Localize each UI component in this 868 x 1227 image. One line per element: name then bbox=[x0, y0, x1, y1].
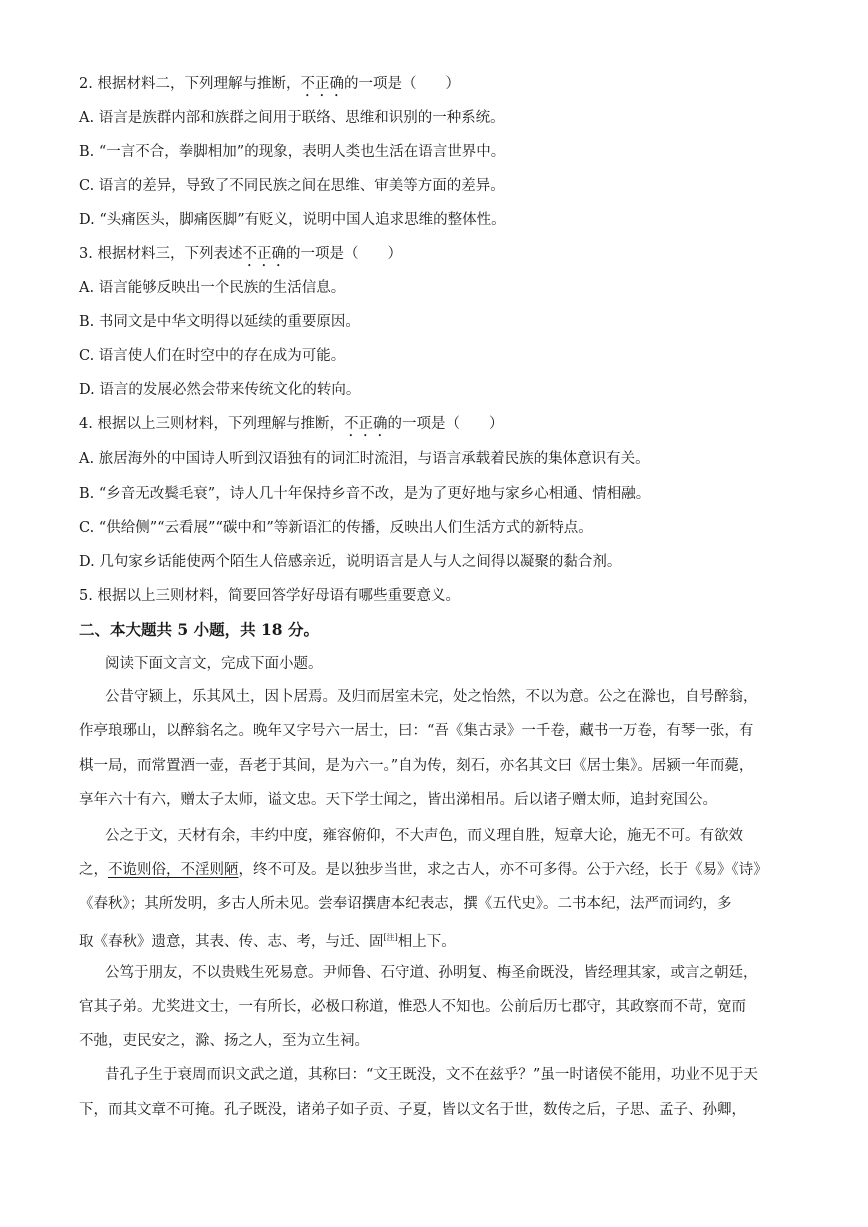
passage-p2-line-1: 公之于文，天材有余，丰约中度，雍容俯仰，不大声色，而义理自胜，短章大论，施无不可。有欲效 bbox=[105, 828, 743, 844]
question-2-post: 的一项是（ ） bbox=[343, 76, 460, 92]
annotation-marker: [注] bbox=[383, 933, 398, 942]
question-4-post: 的一项是（ ） bbox=[387, 416, 504, 432]
question-4-option-d: D. 几句家乡话能使两个陌生人倍感亲近，说明语言是人与人之间得以凝聚的黏合剂。 bbox=[79, 554, 622, 570]
question-3-post: 的一项是（ ） bbox=[285, 246, 402, 262]
passage-p1-line-1: 公昔守颍上，乐其风土，因卜居焉。及归而居室未完，处之怡然，不以为意。公之在滁也，自号醉翁， bbox=[105, 689, 758, 705]
passage-p2-line-2-pre: 之， bbox=[79, 862, 108, 878]
passage-p1-line-2: 作亭琅琊山，以醉翁名之。晚年又字号六一居士，曰：“吾《集古录》一千卷，藏书一万卷，有琴一张，有 bbox=[79, 723, 754, 739]
section-2-instruction: 阅读下面文言文，完成下面小题。 bbox=[105, 656, 323, 672]
passage-p1-line-3: 棋一局，而常置酒一壶，吾老于其间，是为六一。”自为传，刻石，亦名其文曰《居士集》。居颍一年而薨， bbox=[79, 758, 754, 774]
question-4-option-c: C. “供给侧”“云看展”“碳中和”等新语汇的传播，反映出人们生活方式的新特点。 bbox=[79, 520, 593, 536]
question-2-pre: 2. 根据材料二，下列理解与推断， bbox=[79, 76, 301, 92]
passage-p2-line-4-post: 相上下。 bbox=[397, 933, 456, 950]
question-5-stem: 5. 根据以上三则材料，简要回答学好母语有哪些重要意义。 bbox=[79, 588, 460, 604]
question-3-option-b: B. 书同文是中华文明得以延续的重要原因。 bbox=[79, 314, 360, 330]
question-2-option-a: A. 语言是族群内部和族群之间用于联络、思维和识别的一种系统。 bbox=[79, 110, 505, 126]
question-3-emphasis: 不正确 bbox=[242, 246, 286, 262]
passage-p4-line-1: 昔孔子生于衰周而识文武之道，其称曰：“文王既没，文不在兹乎？”虽一时诸侯不能用，功业不见于天 bbox=[105, 1067, 758, 1083]
question-4-pre: 4. 根据以上三则材料，下列理解与推断， bbox=[79, 416, 344, 432]
question-3-option-c: C. 语言使人们在时空中的存在成为可能。 bbox=[79, 348, 346, 364]
question-3-stem bbox=[79, 244, 402, 270]
question-3-pre: 3. 根据材料三，下列表述 bbox=[79, 246, 243, 262]
underlined-sentence: 不诡则俗，不淫则陋 bbox=[108, 862, 239, 878]
question-2-option-c: C. 语言的差异，导致了不同民族之间在思维、审美等方面的差异。 bbox=[79, 178, 505, 194]
passage-p2-line-2 bbox=[79, 860, 768, 880]
question-4-option-b: B. “乡音无改鬓毛衰”，诗人几十年保持乡音不改，是为了更好地与家乡心相通、情相融。 bbox=[79, 486, 651, 502]
passage-p2-line-4-pre: 取《春秋》遗意，其表、传、志、考，与迁、固 bbox=[79, 933, 384, 950]
passage-p4-line-2: 下，而其文章不可掩。孔子既没，诸弟子如子贡、子夏，皆以文名于世，数传之后，子思、孟子、孙卿， bbox=[79, 1102, 746, 1118]
question-2-stem bbox=[79, 74, 460, 100]
passage-p2-line-4 bbox=[79, 928, 456, 952]
question-2-emphasis: 不正确 bbox=[300, 76, 344, 92]
question-2-option-b: B. “一言不合，拳脚相加”的现象，表明人类也生活在语言世界中。 bbox=[79, 144, 506, 160]
question-2-option-d: D. “头痛医头，脚痛医脚”有贬义，说明中国人追求思维的整体性。 bbox=[79, 212, 506, 228]
passage-p3-line-3: 不弛，吏民安之，滁、扬之人，至为立生祠。 bbox=[79, 1033, 369, 1049]
question-4-option-a: A. 旅居海外的中国诗人听到汉语独有的词汇时流泪，与语言承载着民族的集体意识有关。 bbox=[79, 451, 650, 467]
section-2-title: 二、本大题共 5 小题，共 18 分。 bbox=[79, 620, 319, 639]
question-3-option-a: A. 语言能够反映出一个民族的生活信息。 bbox=[79, 280, 346, 296]
passage-p3-line-1: 公笃于朋友，不以贵贱生死易意。尹师鲁、石守道、孙明复、梅圣俞既没，皆经理其家，或言之朝廷， bbox=[105, 965, 758, 981]
passage-p1-line-4: 享年六十有六，赠太子太师，谥文忠。天下学士闻之，皆出涕相吊。后以诸子赠太师，追封兖国公。 bbox=[79, 792, 717, 808]
question-3-option-d: D. 语言的发展必然会带来传统文化的转向。 bbox=[79, 382, 361, 398]
question-4-stem bbox=[79, 414, 503, 440]
passage-p2-line-3: 《春秋》；其所发明，多古人所未见。尝奉诏撰唐本纪表志，撰《五代史》。二书本纪，法严而词约，多 bbox=[79, 896, 732, 912]
passage-p2-line-2-post: ，终不可及。是以独步当世，求之古人，亦不可多得。公于六经，长于《易》《诗》 bbox=[238, 862, 768, 878]
question-4-emphasis: 不正确 bbox=[343, 416, 388, 432]
passage-p3-line-2: 官其子弟。尤奖进文士，一有所长，必极口称道，惟恐人不知也。公前后历七郡守，其政察而不苛，宽而 bbox=[79, 999, 746, 1015]
